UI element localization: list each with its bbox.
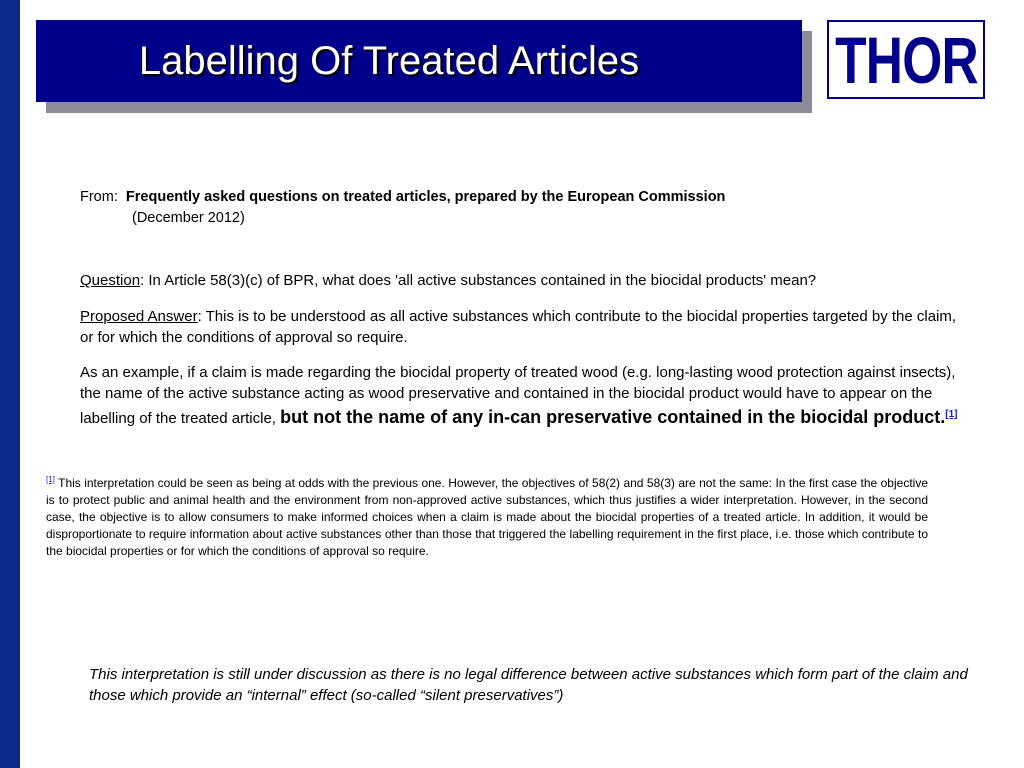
- left-accent-bar: [0, 0, 20, 768]
- thor-logo: [827, 20, 985, 99]
- example-bold-text: but not the name of any in-can preservative contained in the biocidal product.: [280, 407, 946, 427]
- question-label: Question: [80, 272, 141, 289]
- question-text: : In Article 58(3)(c) of BPR, what does 'all active substances contained in the biocidal products' mean?: [140, 272, 817, 289]
- source-prefix: From:: [80, 189, 118, 205]
- title-banner: [36, 20, 802, 102]
- answer-paragraph: [80, 306, 960, 348]
- footnote-anchor-link[interactable]: [1]: [46, 475, 55, 484]
- answer-label: Proposed Answer: [80, 308, 198, 325]
- footnote-reference-link[interactable]: [1]: [945, 409, 958, 420]
- source-line: [80, 189, 725, 205]
- discussion-note: This interpretation is still under discussion as there is no legal difference between active substances which form part of the claim and those which provide an “internal” effect (so-called “silent preservatives”): [89, 666, 968, 704]
- page-title: Labelling Of Treated Articles: [138, 38, 640, 83]
- source-date: (December 2012): [132, 210, 245, 226]
- logo-text: THOR: [834, 22, 978, 97]
- footnote: [46, 471, 928, 560]
- question-paragraph: [80, 270, 960, 291]
- example-paragraph: [80, 362, 960, 429]
- footnote-text: This interpretation could be seen as being at odds with the previous one. However, the objectives of 58(2) and 58(3) are not the same: In the first case the objective is to protect public and animal health and the environment from non-approved active substances, which thus justifies a wider interpretation. However, in the second case, the objective is to allow consumers to make informed choices when a claim is made about the biocidal properties of a treated article. In addition, it would be disproportionate to require information about active substances other than those that triggered the labelling requirement in the first place, i.e. those which contribute to the biocidal properties or for which the conditions of approval so require.: [46, 476, 928, 558]
- answer-text: : This is to be understood as all active substances which contribute to the biocidal properties targeted by the claim, or for which the conditions of approval so require.: [80, 308, 957, 346]
- example-text: As an example, if a claim is made regarding the biocidal property of treated wood (e.g. long-lasting wood protection against insects), the name of the active substance acting as wood preservative and contained in the biocidal product would have to appear on the labelling of the treated article,: [80, 364, 956, 427]
- source-title: Frequently asked questions on treated articles, prepared by the European Commission: [125, 189, 726, 205]
